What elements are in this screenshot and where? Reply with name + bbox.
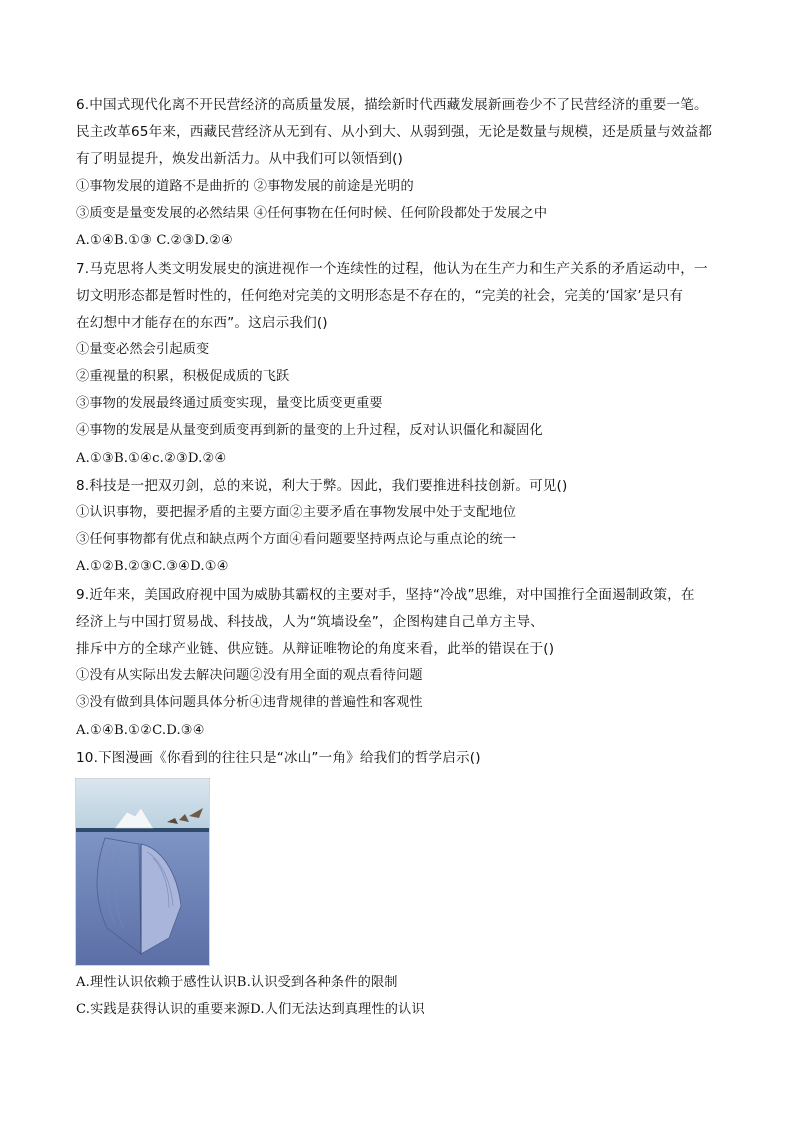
- q9-answer-choices: A.①④B.①②C.D.③④: [76, 723, 205, 738]
- q8-answer-choices: A.①②B.②③C.③④D.①④: [76, 559, 229, 574]
- q9-stem-line-1: 9.近年来，美国政府视中国为威胁其霸权的主要对手，坚持“冷战”思维，对中国推行全面遏制政策，在: [76, 587, 695, 603]
- q7-answer-choices: A.①③B.①④c.②③D.②④: [76, 451, 227, 466]
- q6-answer-choices: A.①④B.①③ C.②③D.②④: [76, 233, 234, 248]
- q6-option-line-2: ③质变是量变发展的必然结果 ④任何事物在任何时候、任何阶段都处于发展之中: [76, 206, 548, 221]
- q9-stem-line-2: 经济上与中国打贸易战、科技战，人为“筑墙设垒”，企图构建自己单方主导、: [76, 614, 544, 630]
- q9-option-line-1: ①没有从实际出发去解决问题②没有用全面的观点看待问题: [76, 668, 423, 683]
- q6-stem-line-1: 6.中国式现代化离不开民营经济的高质量发展，描绘新时代西藏发展新画卷少不了民营经济的重要一笔。: [76, 97, 708, 113]
- q7-stem-line-3: 在幻想中才能存在的东西”。这启示我们(): [76, 315, 328, 331]
- q8-option-line-2: ③任何事物都有优点和缺点两个方面④看问题要坚持两点论与重点论的统一: [76, 532, 517, 547]
- q7-option-3: ③事物的发展最终通过质变实现，量变比质变更重要: [76, 396, 383, 411]
- q10-answer-line-1: A.理性认识依赖于感性认识B.认识受到各种条件的限制: [76, 975, 398, 990]
- q8-stem-line-1: 8.科技是一把双刃剑，总的来说，利大于弊。因此，我们要推进科技创新。可见(): [76, 478, 568, 494]
- q8-option-line-1: ①认识事物，要把握矛盾的主要方面②主要矛盾在事物发展中处于支配地位: [76, 505, 517, 520]
- q7-stem-line-2: 切文明形态都是暂时性的，任何绝对完美的文明形态是不存在的，“完美的社会，完美的‘国家’是只有: [76, 288, 684, 304]
- q9-option-line-2: ③没有做到具体问题具体分析④违背规律的普遍性和客观性: [76, 695, 423, 710]
- iceberg-book-comic-image: [75, 778, 210, 966]
- q7-option-2: ②重视量的积累，积极促成质的飞跃: [76, 369, 290, 384]
- q7-stem-line-1: 7.马克思将人类文明发展史的演进视作一个连续性的过程，他认为在生产力和生产关系的矛盾运动中，一: [76, 261, 708, 277]
- q10-answer-line-2: C.实践是获得认识的重要来源D.人们无法达到真理性的认识: [76, 1002, 425, 1017]
- q7-option-4: ④事物的发展是从量变到质变再到新的量变的上升过程，反对认识僵化和凝固化: [76, 423, 543, 438]
- q7-option-1: ①量变必然会引起质变: [76, 342, 210, 357]
- q6-stem-line-3: 有了明显提升，焕发出新活力。从中我们可以领悟到(): [76, 151, 404, 167]
- q6-option-line-1: ①事物发展的道路不是曲折的 ②事物发展的前途是光明的: [76, 179, 414, 194]
- q10-stem-line-1: 10.下图漫画《你看到的往往只是“冰山”一角》给我们的哲学启示(): [76, 750, 481, 766]
- q9-stem-line-3: 排斥中方的全球产业链、供应链。从辩证唯物论的角度来看，此举的错误在于(): [76, 641, 555, 657]
- q6-stem-line-2: 民主改革65年来，西藏民营经济从无到有、从小到大、从弱到强，无论是数量与规模，还是质量与效益都: [76, 124, 713, 140]
